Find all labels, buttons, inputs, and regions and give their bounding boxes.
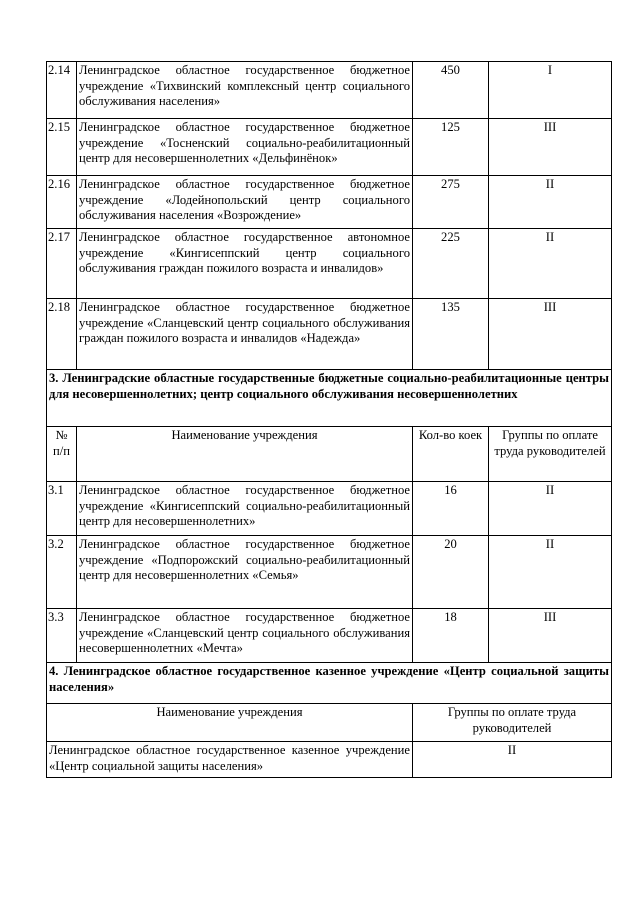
- beds-count: 16: [413, 482, 489, 536]
- header-name: Наименование учреждения: [47, 704, 413, 742]
- beds-count: 225: [413, 229, 489, 299]
- header-group: Группы по оплате труда руководителей: [489, 427, 612, 482]
- beds-count: 18: [413, 609, 489, 663]
- row-number: 2.14: [47, 62, 77, 119]
- table-row: [47, 62, 612, 119]
- table-row: [47, 536, 612, 609]
- institution-name: Ленинградское областное государственное бюджетное учреждение «Сланцевский центр социального обслуживания несовершеннолетних «Мечта»: [77, 609, 413, 663]
- document-page: [46, 61, 611, 778]
- row-number: 3.2: [47, 536, 77, 609]
- institution-name: Ленинградское областное государственное казенное учреждение «Центр социальной защиты населения»: [47, 742, 413, 778]
- header-row: [47, 704, 612, 742]
- institution-name: Ленинградское областное государственное бюджетное учреждение «Тосненский социально-реабилитационный центр для несовершеннолетних «Дельфинёнок»: [77, 119, 413, 176]
- row-number: 2.18: [47, 299, 77, 370]
- beds-count: 20: [413, 536, 489, 609]
- institution-name: Ленинградское областное государственное бюджетное учреждение «Сланцевский центр социального обслуживания граждан пожилого возраста и инвалидов «Надежда»: [77, 299, 413, 370]
- beds-count: 275: [413, 176, 489, 229]
- beds-count: 125: [413, 119, 489, 176]
- pay-group: III: [489, 299, 612, 370]
- header-number: № п/п: [47, 427, 77, 482]
- institution-name: Ленинградское областное государственное бюджетное учреждение «Тихвинский комплексный центр социального обслуживания населения»: [77, 62, 413, 119]
- pay-group: II: [489, 536, 612, 609]
- pay-group: II: [489, 482, 612, 536]
- row-number: 2.15: [47, 119, 77, 176]
- pay-group: I: [489, 62, 612, 119]
- header-group: Группы по оплате труда руководителей: [413, 704, 612, 742]
- table-row: [47, 176, 612, 229]
- section-row: [47, 663, 612, 704]
- header-name: Наименование учреждения: [77, 427, 413, 482]
- section-3-title: 3. Ленинградские областные государственные бюджетные социально-реабилитационные центры для несовершеннолетних; центр социального обслуживания несовершеннолетних: [47, 370, 612, 427]
- pay-group: II: [489, 229, 612, 299]
- institution-name: Ленинградское областное государственное бюджетное учреждение «Лодейнопольский центр социального обслуживания населения «Возрождение»: [77, 176, 413, 229]
- pay-group: III: [489, 609, 612, 663]
- section-row: [47, 370, 612, 427]
- beds-count: 450: [413, 62, 489, 119]
- institution-name: Ленинградское областное государственное бюджетное учреждение «Подпорожский социально-реабилитационный центр для несовершеннолетних «Семья»: [77, 536, 413, 609]
- row-number: 2.17: [47, 229, 77, 299]
- header-beds: Кол-во коек: [413, 427, 489, 482]
- row-number: 3.1: [47, 482, 77, 536]
- pay-group: II: [413, 742, 612, 778]
- pay-group: III: [489, 119, 612, 176]
- table-row: [47, 229, 612, 299]
- table-row: [47, 299, 612, 370]
- beds-count: 135: [413, 299, 489, 370]
- pay-group: II: [489, 176, 612, 229]
- table-row: [47, 609, 612, 663]
- institutions-table: [46, 61, 612, 778]
- table-row: [47, 482, 612, 536]
- institution-name: Ленинградское областное государственное автономное учреждение «Кингисеппский центр социального обслуживания граждан пожилого возраста и инвалидов»: [77, 229, 413, 299]
- institution-name: Ленинградское областное государственное бюджетное учреждение «Кингисеппский социально-реабилитационный центр для несовершеннолетних»: [77, 482, 413, 536]
- section-4-title: 4. Ленинградское областное государственное казенное учреждение «Центр социальной защиты населения»: [47, 663, 612, 704]
- table-row: [47, 742, 612, 778]
- table-row: [47, 119, 612, 176]
- header-row: [47, 427, 612, 482]
- row-number: 3.3: [47, 609, 77, 663]
- row-number: 2.16: [47, 176, 77, 229]
